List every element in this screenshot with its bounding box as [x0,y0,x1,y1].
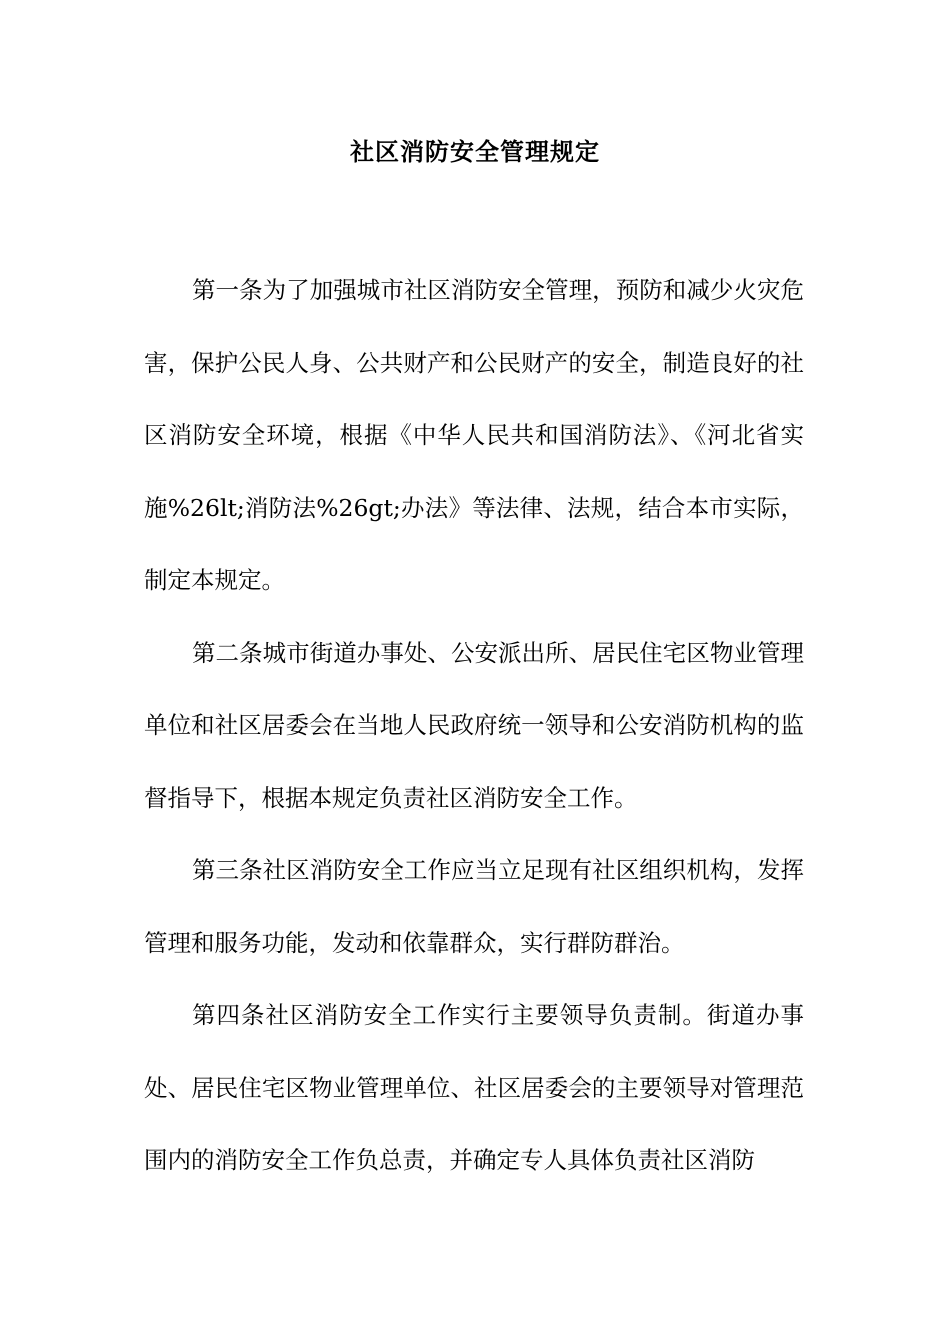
article-3-paragraph: 第三条社区消防安全工作应当立足现有社区组织机构，发挥管理和服务功能，发动和依靠群众，实行群防群治。 [144,856,804,957]
document-title: 社区消防安全管理规定 [350,137,600,166]
article-2-paragraph: 第二条城市街道办事处、公安派出所、居民住宅区物业管理单位和社区居委会在当地人民政府统一领导和公安消防机构的监督指导下，根据本规定负责社区消防安全工作。 [144,638,804,812]
article-1-paragraph: 第一条为了加强城市社区消防安全管理，预防和减少火灾危害，保护公民人身、公共财产和公民财产的安全，制造良好的社区消防安全环境，根据《中华人民共和国消防法》、《河北省实施%26lt;消防法%26gt;办法》等法律、法规，结合本市实际，制定本规定。 [144,276,804,594]
article-4-paragraph: 第四条社区消防安全工作实行主要领导负责制。街道办事处、居民住宅区物业管理单位、社区居委会的主要领导对管理范围内的消防安全工作负总责，并确定专人具体负责社区消防 [144,1001,804,1174]
document-body [144,254,804,1197]
